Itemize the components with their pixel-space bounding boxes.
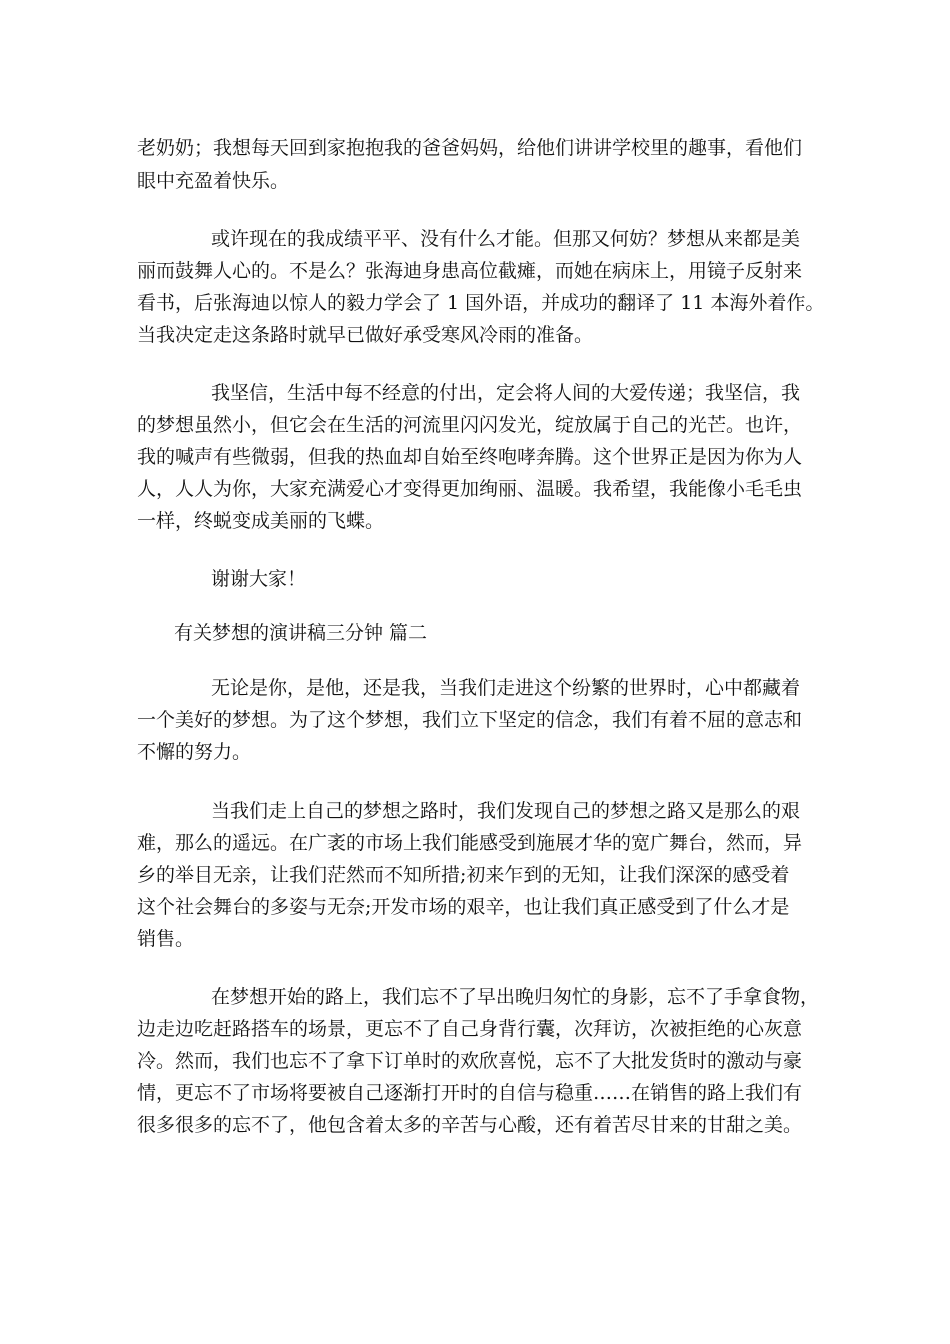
text-line: 不懈的努力。 bbox=[137, 741, 252, 763]
text-line: 眼中充盈着快乐。 bbox=[137, 170, 290, 192]
text-line: 难，那么的遥远。在广袤的市场上我们能感受到施展才华的宽广舞台，然而，异 bbox=[137, 832, 803, 854]
text-line: 的梦想虽然小，但它会在生活的河流里闪闪发光，绽放属于自己的光芒。也许， bbox=[137, 414, 803, 436]
text-line: 一个美好的梦想。为了这个梦想，我们立下坚定的信念，我们有着不屈的意志和 bbox=[137, 709, 803, 731]
text-line: 人，人人为你，大家充满爱心才变得更加绚丽、温暖。我希望，我能像小毛毛虫 bbox=[137, 478, 803, 500]
text-line: 情，更忘不了市场将要被自己逐渐打开时的自信与稳重……在销售的路上我们有 bbox=[137, 1082, 803, 1104]
text-line: 看书，后张海迪以惊人的毅力学会了 1 国外语，并成功的翻译了 11 本海外着作。 bbox=[137, 292, 825, 314]
text-line: 当我决定走这条路时就早已做好承受寒风冷雨的准备。 bbox=[137, 324, 594, 346]
text-line: 一样，终蜕变成美丽的飞蝶。 bbox=[137, 510, 385, 532]
text-line: 我的喊声有些微弱，但我的热血却自始至终咆哮奔腾。这个世界正是因为你为人 bbox=[137, 446, 803, 468]
text-line: 丽而鼓舞人心的。不是么？张海迪身患高位截瘫，而她在病床上，用镜子反射来 bbox=[137, 260, 803, 282]
paragraph-first-line: 我坚信，生活中每不经意的付出，定会将人间的大爱传递；我坚信，我 bbox=[211, 382, 801, 404]
text-line: 老奶奶；我想每天回到家抱抱我的爸爸妈妈，给他们讲讲学校里的趣事，看他们 bbox=[137, 137, 803, 159]
paragraph-first-line: 在梦想开始的路上，我们忘不了早出晚归匆忙的身影，忘不了手拿食物， bbox=[211, 986, 820, 1008]
text-line: 销售。 bbox=[137, 928, 195, 950]
section-heading: 有关梦想的演讲稿三分钟 篇二 bbox=[174, 622, 428, 644]
paragraph-first-line: 无论是你，是他，还是我，当我们走进这个纷繁的世界时，心中都藏着 bbox=[211, 677, 801, 699]
text-line: 这个社会舞台的多姿与无奈;开发市场的艰辛，也让我们真正感受到了什么才是 bbox=[137, 896, 790, 918]
text-line: 很多很多的忘不了，他包含着太多的辛苦与心酸，还有着苦尽甘来的甘甜之美。 bbox=[137, 1114, 803, 1136]
text-line: 边走边吃赶路搭车的场景，更忘不了自己身背行囊，次拜访，次被拒绝的心灰意 bbox=[137, 1018, 803, 1040]
paragraph-first-line: 当我们走上自己的梦想之路时，我们发现自己的梦想之路又是那么的艰 bbox=[211, 800, 801, 822]
text-line: 冷。然而，我们也忘不了拿下订单时的欢欣喜悦，忘不了大批发货时的激动与豪 bbox=[137, 1050, 803, 1072]
text-line: 乡的举目无亲，让我们茫然而不知所措;初来乍到的无知，让我们深深的感受着 bbox=[137, 864, 790, 886]
paragraph-first-line: 或许现在的我成绩平平、没有什么才能。但那又何妨？梦想从来都是美 bbox=[211, 228, 801, 250]
closing-line: 谢谢大家！ bbox=[211, 568, 307, 590]
